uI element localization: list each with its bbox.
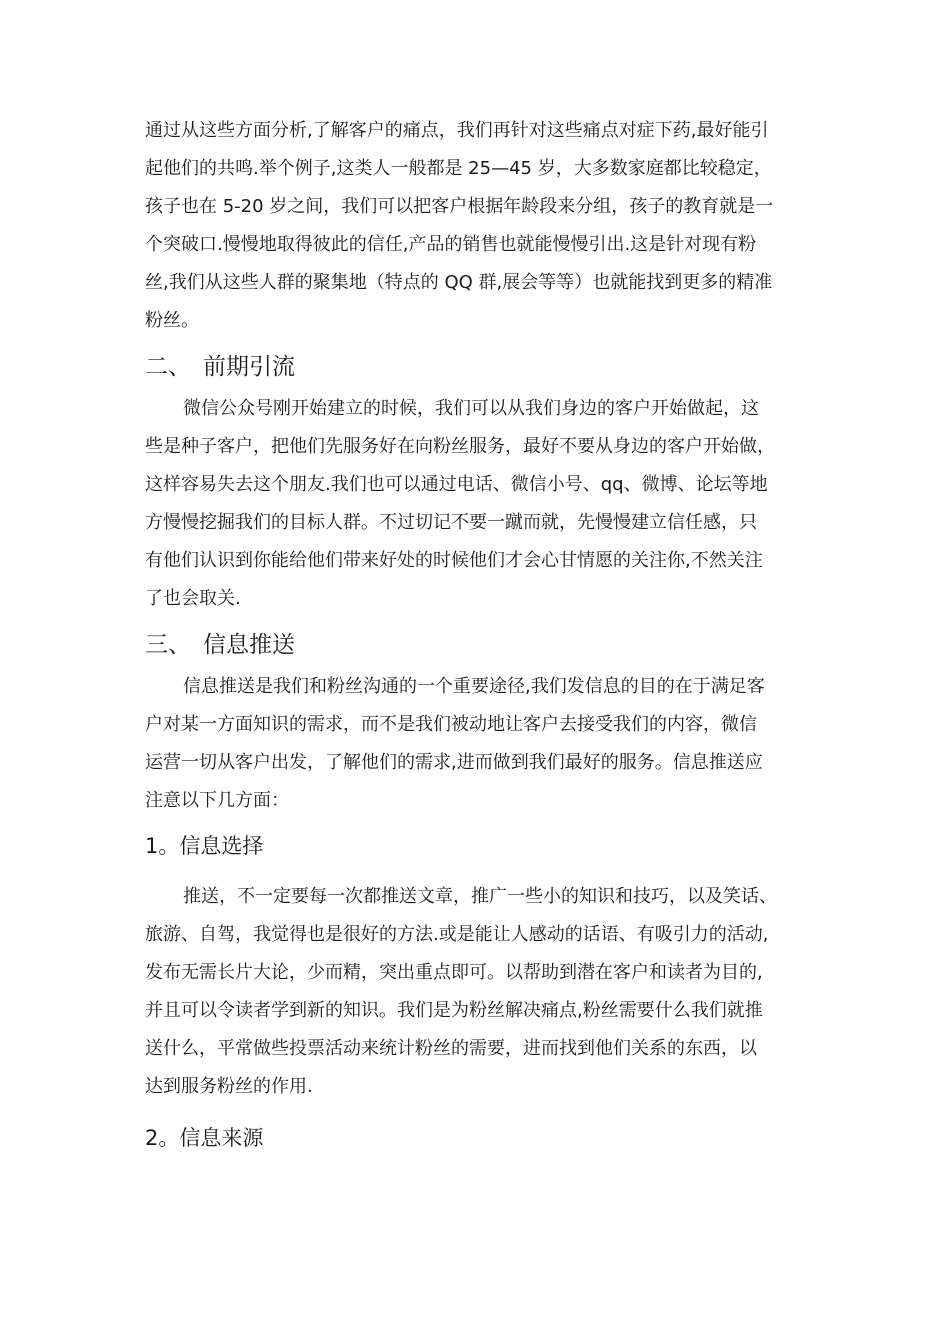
paragraph-line: 送什么，平常做些投票活动来统计粉丝的需要，进而找到他们关系的东西，以 bbox=[145, 1038, 757, 1059]
paragraph-line: 户对某一方面知识的需求，而不是我们被动地让客户去接受我们的内容，微信 bbox=[145, 714, 757, 735]
paragraph-line: 方慢慢挖掘我们的目标人群。不过切记不要一蹴而就，先慢慢建立信任感，只 bbox=[145, 512, 757, 533]
paragraph-line: 孩子也在 5-20 岁之间，我们可以把客户根据年龄段来分组，孩子的教育就是一 bbox=[145, 196, 774, 217]
document-body bbox=[145, 112, 817, 1160]
paragraph-line: 注意以下几方面： bbox=[145, 790, 289, 811]
paragraph-line: 粉丝。 bbox=[145, 310, 199, 331]
paragraph-line: 旅游、自驾，我觉得也是很好的方法.或是能让人感动的话语、有吸引力的活动, bbox=[145, 924, 769, 945]
paragraph-line: 了也会取关. bbox=[145, 588, 241, 609]
paragraph-line: 推送，不一定要每一次都推送文章，推广一些小的知识和技巧，以及笑话、 bbox=[183, 886, 777, 907]
paragraph-line: 有他们认识到你能给他们带来好处的时候他们才会心甘情愿的关注你,不然关注 bbox=[145, 550, 763, 571]
paragraph-line: 微信公众号刚开始建立的时候，我们可以从我们身边的客户开始做起，这 bbox=[183, 398, 759, 419]
section-title: 前期引流 bbox=[203, 354, 295, 380]
paragraph-line: 个突破口.慢慢地取得彼此的信任,产品的销售也就能慢慢引出.这是针对现有粉 bbox=[145, 234, 757, 255]
paragraph-line: 这样容易失去这个朋友.我们也可以通过电话、微信小号、qq、微博、论坛等地 bbox=[145, 474, 768, 495]
section-heading-2 bbox=[145, 344, 817, 390]
section-heading-3 bbox=[145, 622, 817, 668]
paragraph-line: 运营一切从客户出发，了解他们的需求,进而做到我们最好的服务。信息推送应 bbox=[145, 752, 763, 773]
section-number: 二、 bbox=[145, 354, 191, 380]
section-number: 三、 bbox=[145, 632, 191, 658]
spacer bbox=[145, 868, 817, 878]
intro-paragraph bbox=[145, 112, 817, 340]
section-title: 信息推送 bbox=[203, 632, 295, 658]
spacer bbox=[145, 1106, 817, 1116]
subsection-heading-2: 2。信息来源 bbox=[145, 1126, 264, 1150]
section-3-paragraph bbox=[145, 668, 817, 820]
paragraph-line: 并且可以令读者学到新的知识。我们是为粉丝解决痛点,粉丝需要什么我们就推 bbox=[145, 1000, 763, 1021]
subsection-heading-1: 1。信息选择 bbox=[145, 834, 264, 858]
paragraph-line: 信息推送是我们和粉丝沟通的一个重要途径,我们发信息的目的在于满足客 bbox=[183, 676, 765, 697]
section-2-paragraph bbox=[145, 390, 817, 618]
paragraph-line: 达到服务粉丝的作用. bbox=[145, 1076, 313, 1097]
subsection-1-paragraph bbox=[145, 878, 817, 1106]
paragraph-line: 起他们的共鸣.举个例子,这类人一般都是 25—45 岁，大多数家庭都比较稳定， bbox=[145, 158, 772, 179]
paragraph-line: 通过从这些方面分析,了解客户的痛点，我们再针对这些痛点对症下药,最好能引 bbox=[145, 120, 769, 141]
paragraph-line: 发布无需长片大论，少而精，突出重点即可。以帮助到潜在客户和读者为目的, bbox=[145, 962, 763, 983]
paragraph-line: 些是种子客户，把他们先服务好在向粉丝服务，最好不要从身边的客户开始做， bbox=[145, 436, 775, 457]
paragraph-line: 丝,我们从这些人群的聚集地（特点的 QQ 群,展会等等）也就能找到更多的精准 bbox=[145, 272, 773, 293]
